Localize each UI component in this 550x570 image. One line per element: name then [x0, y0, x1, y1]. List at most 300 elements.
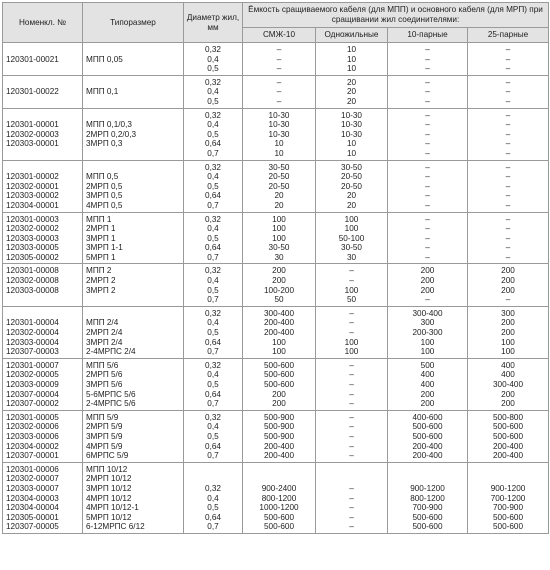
cell-smzh-value: 10 [274, 148, 284, 158]
cell-single-value: 20 [346, 191, 357, 201]
cell-diameter [184, 160, 243, 212]
cell-single [316, 160, 388, 212]
cell-twentyfive-pair-value: – [505, 224, 511, 234]
cell-single-value: 100 [344, 214, 359, 224]
cell-type [83, 108, 184, 160]
cell-nomenclature-value: 120302-00007 [6, 474, 59, 484]
cell-diameter-value: 0,5 [207, 96, 219, 106]
cell-ten-pair [388, 358, 468, 410]
cell-diameter-value: 0,4 [207, 120, 219, 130]
cell-ten-pair-value: 500-600 [412, 422, 443, 432]
cell-ten-pair-value: – [425, 120, 430, 130]
cell-single-value: 10 [346, 54, 357, 64]
cell-single-value: – [349, 451, 354, 461]
cell-smzh-value: 100 [272, 337, 286, 347]
cell-type-value: 4МРП 10/12 [86, 493, 132, 503]
cell-nomenclature [3, 306, 83, 358]
cell-type-value: МПП 2/4 [86, 318, 119, 328]
cell-diameter-value: 0,7 [207, 148, 219, 158]
cell-single [316, 410, 388, 462]
cell-ten-pair-value: 900-1200 [410, 483, 445, 493]
cell-single-value: – [349, 389, 354, 399]
cell-ten-pair-value: 200 [420, 389, 435, 399]
cell-single-value: – [349, 360, 354, 370]
cell-ten-pair-value: – [425, 139, 430, 149]
cell-nomenclature [3, 358, 83, 410]
cell-twentyfive-pair-value: 200-400 [492, 451, 524, 461]
cell-type-value: МПП 5/9 [86, 412, 119, 422]
cell-smzh-value: 500-900 [263, 412, 295, 422]
cell-nomenclature-value: 120303-00001 [6, 139, 59, 149]
cell-smzh-value: 30 [274, 252, 284, 262]
cell-twentyfive-pair [468, 264, 549, 306]
cell-ten-pair-value: 200 [420, 285, 435, 295]
table-row [3, 462, 549, 533]
cell-single-value: 30 [346, 252, 357, 262]
cell-diameter-value: 0,7 [207, 200, 219, 210]
cell-type-value: 2МРП 0,2/0,3 [86, 129, 137, 139]
cell-smzh-value: 100 [272, 347, 286, 357]
cell-nomenclature-value: 120303-00009 [6, 380, 59, 389]
cell-smzh-value: 300-400 [263, 308, 295, 318]
cell-type-value: 3МРП 1 [86, 233, 116, 243]
cell-smzh-value: 20-50 [268, 172, 290, 182]
cell-smzh-value: 900-2400 [261, 483, 297, 493]
cell-ten-pair-value: 300 [420, 318, 435, 328]
cell-ten-pair-value: 200 [420, 276, 435, 286]
cell-diameter-value: 0,32 [205, 110, 221, 120]
cell-nomenclature [3, 410, 83, 462]
cell-diameter-value: 0,4 [207, 422, 219, 432]
cell-diameter-value: 0,32 [205, 483, 221, 493]
cell-twentyfive-pair [468, 108, 549, 160]
cell-twentyfive-pair-value: – [505, 233, 511, 243]
cell-ten-pair-value: – [425, 45, 430, 54]
cell-ten-pair-value: – [425, 191, 430, 201]
cell-smzh [243, 212, 316, 264]
cell-twentyfive-pair-value: – [505, 214, 511, 224]
cell-ten-pair-value: – [425, 214, 430, 224]
cell-single-value: 20 [346, 77, 357, 87]
cell-diameter-value: 0,64 [205, 389, 221, 399]
cell-twentyfive-pair-value: 200 [501, 389, 515, 399]
cell-nomenclature-value: 120301-00006 [6, 464, 59, 474]
cell-type-value: МПП 5/6 [86, 360, 119, 370]
cell-twentyfive-pair-value: 200 [501, 276, 515, 286]
cell-smzh-value: 500-900 [263, 431, 295, 441]
table-row [3, 358, 549, 410]
cell-diameter-value: 0,64 [205, 243, 221, 253]
cell-nomenclature-value: 120307-00005 [6, 522, 59, 532]
cell-smzh-value: 10 [274, 139, 284, 149]
cell-diameter-value: 0,32 [205, 45, 221, 54]
cell-nomenclature-value: 120302-00001 [6, 181, 59, 191]
cell-single-value: 20 [346, 96, 357, 106]
cell-diameter-value: 0,4 [207, 172, 219, 182]
cell-twentyfive-pair-value: – [505, 191, 511, 201]
cell-diameter [184, 306, 243, 358]
cell-type [83, 462, 184, 533]
cell-nomenclature-value: 120305-00001 [6, 512, 59, 522]
cell-diameter-value: 0,7 [207, 295, 219, 305]
cell-diameter-value: 0,32 [205, 77, 221, 87]
cell-ten-pair-value: – [425, 172, 430, 182]
cell-smzh-value: 10-30 [268, 120, 290, 130]
cell-diameter-value: 0,64 [205, 441, 221, 451]
cell-twentyfive-pair-value: 200 [501, 266, 515, 276]
cell-single-value: – [349, 412, 354, 422]
cell-diameter [184, 358, 243, 410]
cell-twentyfive-pair [468, 160, 549, 212]
table-row [3, 410, 549, 462]
cell-single-value: 100 [344, 337, 359, 347]
cell-single [316, 43, 388, 76]
cell-ten-pair-value: 100 [420, 337, 435, 347]
table-row [3, 160, 549, 212]
cell-ten-pair-value: 500-600 [412, 431, 443, 441]
cell-diameter-value: 0,64 [205, 191, 221, 201]
header-single: Одножильные [316, 28, 388, 43]
cell-single-value: – [349, 399, 354, 409]
cell-nomenclature-value: 120302-00008 [6, 276, 59, 286]
cell-single-value: 10 [346, 45, 357, 54]
cell-single [316, 264, 388, 306]
cell-nomenclature-value: 120301-00001 [6, 120, 59, 130]
cell-smzh-value: 10-30 [268, 110, 290, 120]
cell-twentyfive-pair [468, 358, 549, 410]
cell-twentyfive-pair-value: 900-1200 [490, 483, 526, 493]
cell-type [83, 410, 184, 462]
cell-smzh-value: – [276, 87, 282, 97]
cell-twentyfive-pair-value: 500-600 [492, 422, 524, 432]
header-capacity: Ёмкость сращиваемого кабеля (для МПП) и основного кабеля (для МРП) при сращивании жил соединителями: [243, 3, 549, 28]
cell-ten-pair-value: – [425, 252, 430, 262]
cell-ten-pair-value: 200 [420, 399, 435, 409]
cell-ten-pair [388, 264, 468, 306]
cell-single-value: – [349, 370, 354, 380]
cell-nomenclature-value: 120304-00002 [6, 441, 59, 451]
cell-twentyfive-pair [468, 306, 549, 358]
cell-diameter [184, 212, 243, 264]
cell-smzh [243, 462, 316, 533]
cell-type-value: 2МРП 0,5 [86, 181, 123, 191]
cell-smzh-value: 200-400 [263, 451, 295, 461]
cell-single-value: 10 [346, 148, 357, 158]
cell-nomenclature [3, 462, 83, 533]
cell-type-value: 4МРП 5/9 [86, 441, 123, 451]
cell-diameter [184, 410, 243, 462]
cell-smzh-value: 200-400 [263, 318, 295, 328]
cell-twentyfive-pair-value: 200 [501, 328, 515, 338]
cell-smzh [243, 160, 316, 212]
cell-single-value: 10-30 [341, 120, 362, 130]
cell-nomenclature-value: 120302-00006 [6, 422, 59, 432]
cell-type-value: 5-6МРПС 5/6 [86, 389, 136, 399]
cell-diameter [184, 462, 243, 533]
cell-single-value: 10 [346, 64, 357, 74]
cell-ten-pair-value: – [425, 233, 430, 243]
cell-nomenclature-value: 120301-00004 [6, 318, 59, 328]
cell-twentyfive-pair-value: 300 [501, 308, 515, 318]
cell-smzh-value: 100-200 [263, 285, 295, 295]
cell-single-value: 100 [344, 224, 359, 234]
cell-smzh-value: 30-50 [268, 162, 290, 172]
cell-twentyfive-pair-value: 100 [501, 337, 515, 347]
header-smzh: СМЖ-10 [243, 28, 316, 43]
cell-single-value: 50-100 [338, 233, 365, 243]
cell-ten-pair-value: – [425, 148, 430, 158]
cell-type-value: МПП 0,1 [86, 87, 119, 97]
cell-nomenclature-value: 120304-00004 [6, 503, 59, 513]
cell-single-value: – [349, 441, 354, 451]
cell-diameter-value: 0,4 [207, 87, 219, 97]
cell-ten-pair [388, 410, 468, 462]
table-row [3, 306, 549, 358]
cell-single-value: – [349, 318, 354, 328]
cell-diameter-value: 0,4 [207, 54, 219, 64]
cell-diameter-value: 0,5 [207, 129, 219, 139]
cell-diameter-value: 0,64 [205, 337, 221, 347]
cell-twentyfive-pair [468, 43, 549, 76]
cell-single-value: – [349, 276, 354, 286]
cell-single [316, 75, 388, 108]
cell-twentyfive-pair-value: – [505, 96, 511, 106]
cell-nomenclature-value: 120303-00007 [6, 483, 59, 493]
cell-twentyfive-pair-value: 400 [501, 370, 515, 380]
cell-ten-pair [388, 306, 468, 358]
cell-type-value: 3МРП 0,5 [86, 191, 123, 201]
cell-twentyfive-pair-value: – [505, 162, 511, 172]
table-row [3, 43, 549, 76]
cell-single-value: – [349, 483, 354, 493]
cell-smzh-value: 200 [272, 266, 286, 276]
cell-type-value: 2МРП 2 [86, 276, 116, 286]
cell-ten-pair-value: 800-1200 [410, 493, 445, 503]
cell-nomenclature [3, 212, 83, 264]
cell-nomenclature-value: 120303-00008 [6, 285, 59, 295]
cell-diameter-value: 0,4 [207, 224, 219, 234]
cell-diameter-value: 0,32 [205, 308, 221, 318]
cell-smzh-value: 100 [272, 224, 286, 234]
cell-single [316, 462, 388, 533]
cell-single-value: – [349, 422, 354, 432]
cell-diameter-value: 0,32 [205, 162, 221, 172]
cell-diameter-value: 0,64 [205, 139, 221, 149]
cell-ten-pair-value: 200-400 [412, 441, 443, 451]
cell-type-value: 6МРПС 5/9 [86, 451, 129, 461]
cell-smzh [243, 108, 316, 160]
cell-twentyfive-pair-value: 500-600 [492, 512, 524, 522]
cell-ten-pair [388, 75, 468, 108]
table-body [3, 43, 549, 534]
cell-type [83, 264, 184, 306]
cell-diameter-value: 0,7 [207, 451, 219, 461]
cell-single [316, 108, 388, 160]
cell-twentyfive-pair-value: – [505, 129, 511, 139]
cell-twentyfive-pair-value: 200 [501, 399, 515, 409]
cell-twentyfive-pair [468, 212, 549, 264]
cell-diameter-value: 0,4 [207, 318, 219, 328]
cell-nomenclature-value: 120302-00002 [6, 224, 59, 234]
cell-twentyfive-pair-value: – [505, 54, 511, 64]
cell-single-value: 50 [346, 295, 357, 305]
cell-ten-pair-value: – [425, 77, 430, 87]
cell-nomenclature [3, 108, 83, 160]
cell-ten-pair-value: – [425, 200, 430, 210]
cell-smzh-value: – [276, 96, 282, 106]
cell-nomenclature-value: 120301-00003 [6, 214, 59, 224]
cell-nomenclature-value: 120301-00022 [6, 87, 59, 97]
cell-smzh-value: 100 [272, 214, 286, 224]
cell-nomenclature-value: 120303-00004 [6, 337, 59, 347]
cell-type [83, 212, 184, 264]
cell-nomenclature [3, 75, 83, 108]
cell-smzh-value: 200-400 [263, 441, 295, 451]
cell-smzh-value: – [276, 64, 282, 74]
header-ten-pair: 10-парные [388, 28, 468, 43]
cell-ten-pair-value: 400 [420, 380, 435, 389]
cell-type-value: 2МРП 5/9 [86, 422, 123, 432]
cell-ten-pair-value: – [425, 243, 430, 253]
cell-diameter-value: 0,7 [207, 252, 219, 262]
cell-twentyfive-pair-value: – [505, 172, 511, 182]
cell-ten-pair [388, 108, 468, 160]
cell-smzh-value: 20 [274, 200, 284, 210]
cell-nomenclature [3, 264, 83, 306]
cell-single-value: 10-30 [341, 110, 362, 120]
cell-single-value: 20 [346, 87, 357, 97]
cell-type-value: 3МРП 2 [86, 285, 116, 295]
cell-type [83, 358, 184, 410]
cell-nomenclature-value: 120307-00002 [6, 399, 59, 409]
cell-smzh-value: 30-50 [268, 243, 290, 253]
cell-diameter-value: 0,5 [207, 431, 219, 441]
cell-diameter [184, 75, 243, 108]
cell-type-value: МПП 2 [86, 266, 112, 276]
table-row [3, 75, 549, 108]
cell-diameter-value: 0,5 [207, 181, 219, 191]
cell-smzh-value: 500-600 [263, 380, 295, 389]
cell-nomenclature-value: 120302-00005 [6, 370, 59, 380]
header-twentyfive-pair: 25-парные [468, 28, 549, 43]
cell-diameter [184, 108, 243, 160]
cell-single-value: 10-30 [341, 129, 362, 139]
cell-type [83, 160, 184, 212]
cell-ten-pair-value: 500 [420, 360, 435, 370]
cell-twentyfive-pair-value: 200-400 [492, 441, 524, 451]
cell-type-value: 3МРП 10/12 [86, 483, 132, 493]
cell-ten-pair-value: – [425, 181, 430, 191]
cell-diameter-value: 0,32 [205, 360, 221, 370]
cell-nomenclature-value: 120301-00002 [6, 172, 59, 182]
cell-nomenclature-value: 120301-00005 [6, 412, 59, 422]
cell-diameter-value: 0,7 [207, 399, 219, 409]
cell-type-value: 4МРП 10/12-1 [86, 503, 139, 513]
cell-twentyfive-pair-value: – [505, 148, 511, 158]
cell-ten-pair-value: – [425, 129, 430, 139]
cell-smzh [243, 306, 316, 358]
cell-diameter-value: 0,4 [207, 370, 219, 380]
cell-smzh-value: 20-50 [268, 181, 290, 191]
cell-single-value: – [349, 493, 354, 503]
cell-single-value: 20 [346, 200, 357, 210]
cell-smzh-value: 1000-1200 [259, 503, 299, 513]
cell-smzh-value: – [276, 77, 282, 87]
cell-ten-pair-value: 100 [420, 347, 435, 357]
cell-smzh-value: 800-1200 [261, 493, 297, 503]
cell-single-value: 20-50 [341, 172, 362, 182]
cell-single [316, 306, 388, 358]
cell-twentyfive-pair-value: – [505, 295, 511, 305]
cell-type-value: 2-4МРПС 2/4 [86, 347, 136, 357]
cell-smzh-value: – [276, 54, 282, 64]
cell-smzh [243, 358, 316, 410]
cell-single [316, 358, 388, 410]
cell-type-value: МПП 10/12 [86, 464, 128, 474]
cell-twentyfive-pair-value: – [505, 110, 511, 120]
cell-nomenclature-value: 120301-00008 [6, 266, 59, 276]
cell-type-value: 3МРП 2/4 [86, 337, 123, 347]
cell-ten-pair-value: 200-400 [412, 451, 443, 461]
cell-twentyfive-pair-value: – [505, 181, 511, 191]
table-row [3, 264, 549, 306]
cell-diameter [184, 43, 243, 76]
cell-smzh-value: 500-900 [263, 422, 295, 432]
cell-single-value: – [349, 522, 354, 532]
cell-type-value: МПП 0,5 [86, 172, 119, 182]
cell-twentyfive-pair-value: 500-600 [492, 522, 524, 532]
cell-smzh-value: 500-600 [263, 512, 295, 522]
cell-ten-pair [388, 462, 468, 533]
cell-smzh-value: 500-600 [263, 360, 295, 370]
cell-ten-pair-value: 200-300 [412, 328, 443, 338]
cell-nomenclature-value: 120302-00004 [6, 328, 59, 338]
cell-ten-pair-value: 400 [420, 370, 435, 380]
cell-twentyfive-pair-value: 400 [501, 360, 515, 370]
cell-single-value: – [349, 512, 354, 522]
cell-type-value: 3МРП 0,3 [86, 139, 123, 149]
cell-nomenclature-value: 120305-00002 [6, 252, 59, 262]
table-row [3, 212, 549, 264]
cell-single-value: – [349, 266, 354, 276]
cell-single-value: – [349, 503, 354, 513]
cell-diameter-value: 0,7 [207, 522, 219, 532]
cell-diameter-value: 0,5 [207, 503, 219, 513]
cell-twentyfive-pair-value: – [505, 45, 511, 54]
cell-type-value: МПП 1 [86, 214, 112, 224]
cell-single-value: – [349, 431, 354, 441]
cell-diameter-value: 0,4 [207, 493, 219, 503]
cell-ten-pair-value: 500-600 [412, 512, 443, 522]
cell-smzh-value: 200 [272, 399, 286, 409]
cell-twentyfive-pair-value: 500-800 [492, 412, 524, 422]
cell-twentyfive-pair-value: – [505, 120, 511, 130]
cell-single [316, 212, 388, 264]
cell-ten-pair [388, 43, 468, 76]
cell-single-value: – [349, 328, 354, 338]
cell-nomenclature-value: 120302-00003 [6, 129, 59, 139]
cell-ten-pair [388, 160, 468, 212]
cell-smzh-value: 20 [274, 191, 284, 201]
cell-type [83, 306, 184, 358]
header-diameter: Диаметр жил, мм [184, 3, 243, 43]
cell-twentyfive-pair-value: 700-900 [492, 503, 524, 513]
cell-nomenclature [3, 160, 83, 212]
cell-type-value: 6-12МРПС 6/12 [86, 522, 145, 532]
cell-smzh [243, 264, 316, 306]
cell-diameter-value: 0,64 [205, 512, 221, 522]
cell-nomenclature [3, 43, 83, 76]
